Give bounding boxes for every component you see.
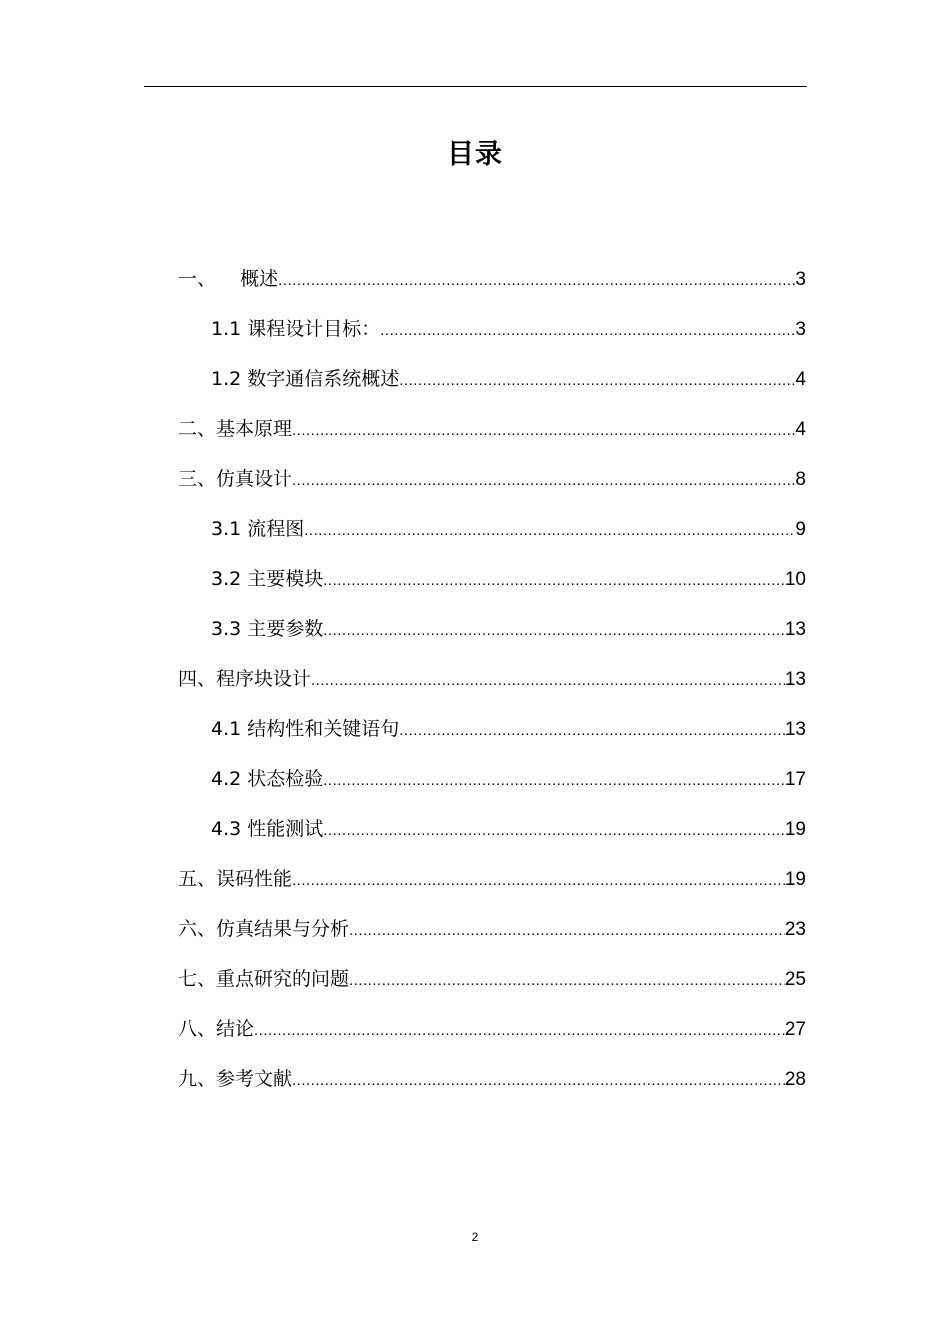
- toc-dot-leader: [292, 466, 795, 496]
- page-number: 2: [471, 1230, 479, 1244]
- toc-page-number: 28: [784, 1069, 806, 1090]
- toc-entry-program-block-design[interactable]: [178, 664, 806, 714]
- toc-dot-leader: [292, 866, 785, 896]
- toc-entry-flowchart[interactable]: [178, 514, 806, 564]
- toc-entry-basic-principles[interactable]: [178, 414, 806, 464]
- toc-entry-conclusion[interactable]: [178, 1014, 806, 1064]
- toc-entry-label: 4.1 结构性和关键语句: [211, 718, 400, 740]
- toc-entry-label: 七、重点研究的问题: [178, 968, 350, 990]
- toc-entry-label: 3.3 主要参数: [211, 618, 324, 640]
- toc-page-number: 27: [784, 1019, 806, 1040]
- toc-page-number: 19: [784, 869, 806, 890]
- toc-page-number: 25: [784, 969, 806, 990]
- toc-dot-leader: [323, 566, 785, 596]
- header-rule: [144, 86, 807, 87]
- toc-dot-leader: [323, 766, 785, 796]
- page-title: 目录: [447, 139, 503, 170]
- toc-page-number: 19: [784, 819, 806, 840]
- toc-page-number: 13: [784, 669, 806, 690]
- toc-page-number: 3: [795, 319, 806, 340]
- toc-page-number: 8: [795, 469, 806, 490]
- toc-dot-leader: [278, 266, 795, 296]
- toc-dot-leader: [349, 916, 785, 946]
- toc-entry-label: 3.1 流程图: [211, 518, 305, 540]
- toc-entry-label: 3.2 主要模块: [211, 568, 324, 590]
- toc-dot-leader: [399, 716, 785, 746]
- toc-entry-performance-test[interactable]: [178, 814, 806, 864]
- toc-dot-leader: [292, 416, 795, 446]
- toc-entry-digital-comm-overview[interactable]: [178, 364, 806, 414]
- toc-entry-label: 四、程序块设计: [178, 668, 312, 690]
- toc-entry-bit-error-performance[interactable]: [178, 864, 806, 914]
- toc-page-number: 9: [795, 519, 806, 540]
- toc-entry-state-check[interactable]: [178, 764, 806, 814]
- toc-entry-key-research-issues[interactable]: [178, 964, 806, 1014]
- toc-dot-leader: [323, 816, 785, 846]
- toc-entry-label: 九、参考文献: [178, 1068, 293, 1090]
- toc-dot-leader: [311, 666, 785, 696]
- toc-entry-label: 1.1 课程设计目标：: [211, 318, 381, 340]
- toc-entry-main-parameters[interactable]: [178, 614, 806, 664]
- toc-page-number: 17: [784, 769, 806, 790]
- toc-entry-simulation-design[interactable]: [178, 464, 806, 514]
- toc-entry-results-analysis[interactable]: [178, 914, 806, 964]
- toc-entry-label: 八、结论: [178, 1018, 255, 1040]
- toc-entry-course-design-goal[interactable]: [178, 314, 806, 364]
- toc-page-number: 3: [795, 269, 806, 290]
- toc-entry-main-modules[interactable]: [178, 564, 806, 614]
- toc-entry-overview[interactable]: [178, 264, 806, 314]
- toc-dot-leader: [380, 316, 795, 346]
- toc-entry-label: 一、 概述: [178, 268, 279, 290]
- toc-page-number: 10: [784, 569, 806, 590]
- toc-entry-label: 4.3 性能测试: [211, 818, 324, 840]
- toc-dot-leader: [292, 1066, 785, 1096]
- toc-page-number: 4: [795, 419, 806, 440]
- toc-entry-label: 六、仿真结果与分析: [178, 918, 350, 940]
- toc-page-number: 13: [784, 719, 806, 740]
- toc-dot-leader: [254, 1016, 785, 1046]
- toc-dot-leader: [323, 616, 785, 646]
- toc-entry-references[interactable]: [178, 1064, 806, 1114]
- toc-page-number: 4: [795, 369, 806, 390]
- toc-page-number: 13: [784, 619, 806, 640]
- table-of-contents: [178, 264, 806, 1114]
- toc-entry-label: 三、仿真设计: [178, 468, 293, 490]
- toc-dot-leader: [304, 516, 795, 546]
- toc-entry-label: 二、基本原理: [178, 418, 293, 440]
- toc-page-number: 23: [784, 919, 806, 940]
- toc-entry-label: 1.2 数字通信系统概述: [211, 368, 400, 390]
- toc-entry-label: 五、误码性能: [178, 868, 293, 890]
- toc-entry-label: 4.2 状态检验: [211, 768, 324, 790]
- toc-dot-leader: [399, 366, 795, 396]
- toc-entry-structure-key-statements[interactable]: [178, 714, 806, 764]
- toc-dot-leader: [349, 966, 785, 996]
